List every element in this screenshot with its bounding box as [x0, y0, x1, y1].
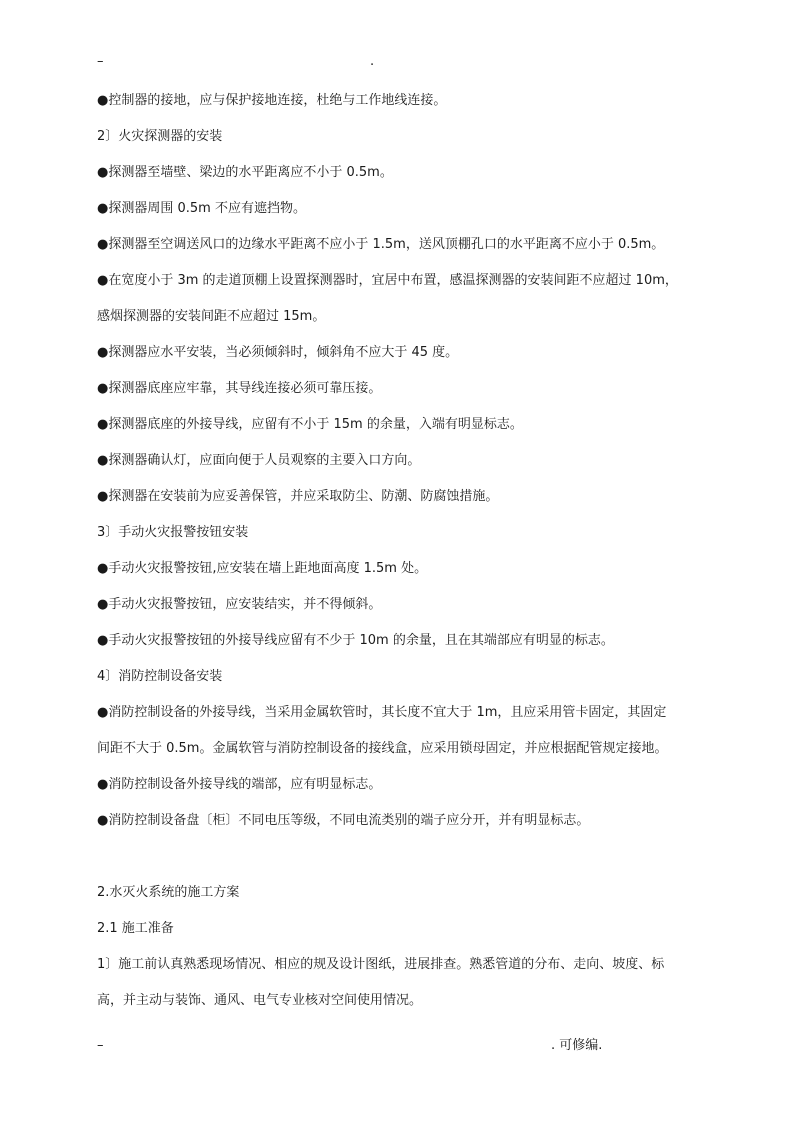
- footer-left-mark: –: [97, 1038, 104, 1053]
- bullet-detector-storage: ●探测器在安装前为应妥善保管，并应采取防尘、防潮、防腐蚀措施。: [97, 489, 499, 504]
- bullet-controller-grounding: ●控制器的接地，应与保护接地连接，杜绝与工作地线连接。: [97, 93, 447, 108]
- bullet-control-equipment-wire-ends: ●消防控制设备外接导线的端部，应有明显标志。: [97, 777, 382, 792]
- section-heading-detector-install: 2〕火灾探测器的安装: [97, 129, 223, 144]
- bullet-detector-base-wiring: ●探测器底座的外接导线，应留有不小于 15m 的余量，入端有明显标志。: [97, 417, 523, 432]
- bullet-detector-base: ●探测器底座应牢靠，其导线连接必须可靠压接。: [97, 381, 382, 396]
- bullet-manual-alarm-height: ●手动火灾报警按钮,应安装在墙上距地面高度 1.5m 处。: [97, 561, 428, 576]
- footer-editable-note: . 可修编.: [551, 1038, 603, 1053]
- bullet-detector-wall-distance: ●探测器至墙壁、梁边的水平距离应不小于 0.5m。: [97, 165, 393, 180]
- bullet-detector-air-outlet: ●探测器至空调送风口的边缘水平距离不应小于 1.5m，送风顶棚孔口的水平距离不应小于 0.5m。: [97, 237, 665, 252]
- bullet-control-equipment-wiring-continued: 间距不大于 0.5m。金属软管与消防控制设备的接线盒，应采用锁母固定，并应根据配管规定接地。: [97, 741, 668, 756]
- subsection-heading-construction-prep: 2.1 施工准备: [97, 921, 174, 936]
- section-heading-fire-control-equipment: 4〕消防控制设备安装: [97, 669, 223, 684]
- bullet-control-equipment-wiring: ●消防控制设备的外接导线，当采用金属软管时，其长度不宜大于 1m，且应采用管卡固定，其固定: [97, 705, 667, 720]
- header-right-mark: .: [370, 54, 375, 69]
- section-heading-manual-alarm: 3〕手动火灾报警按钮安装: [97, 525, 249, 540]
- page-header: [0, 52, 794, 72]
- bullet-detector-horizontal: ●探测器应水平安装，当必须倾斜时，倾斜角不应大于 45 度。: [97, 345, 459, 360]
- bullet-detector-confirm-lamp: ●探测器确认灯，应面向便于人员观察的主要入口方向。: [97, 453, 421, 468]
- bullet-manual-alarm-wiring: ●手动火灾报警按钮的外接导线应留有不少于 10m 的余量，且在其端部应有明显的标志。: [97, 633, 614, 648]
- paragraph-site-familiarization: 1〕施工前认真熟悉现场情况、相应的规及设计图纸，进展排查。熟悉管道的分布、走向、坡度、标: [97, 957, 665, 972]
- bullet-corridor-detector: ●在宽度小于 3m 的走道顶棚上设置探测器时，宜居中布置，感温探测器的安装间距不应超过 10m，: [97, 273, 678, 288]
- paragraph-site-familiarization-continued: 高，并主动与装饰、通风、电气专业核对空间使用情况。: [97, 993, 423, 1008]
- bullet-corridor-detector-continued: 感烟探测器的安装间距不应超过 15m。: [97, 309, 326, 324]
- header-left-mark: –: [97, 54, 104, 69]
- page-footer: [0, 1036, 794, 1056]
- bullet-detector-surroundings: ●探测器周围 0.5m 不应有遮挡物。: [97, 201, 306, 216]
- bullet-control-panel-terminals: ●消防控制设备盘〔柜〕不同电压等级，不同电流类别的端子应分开，并有明显标志。: [97, 813, 590, 828]
- bullet-manual-alarm-secure: ●手动火灾报警按钮，应安装结实，并不得倾斜。: [97, 597, 382, 612]
- section-heading-water-extinguishing: 2.水灭火系统的施工方案: [97, 885, 240, 900]
